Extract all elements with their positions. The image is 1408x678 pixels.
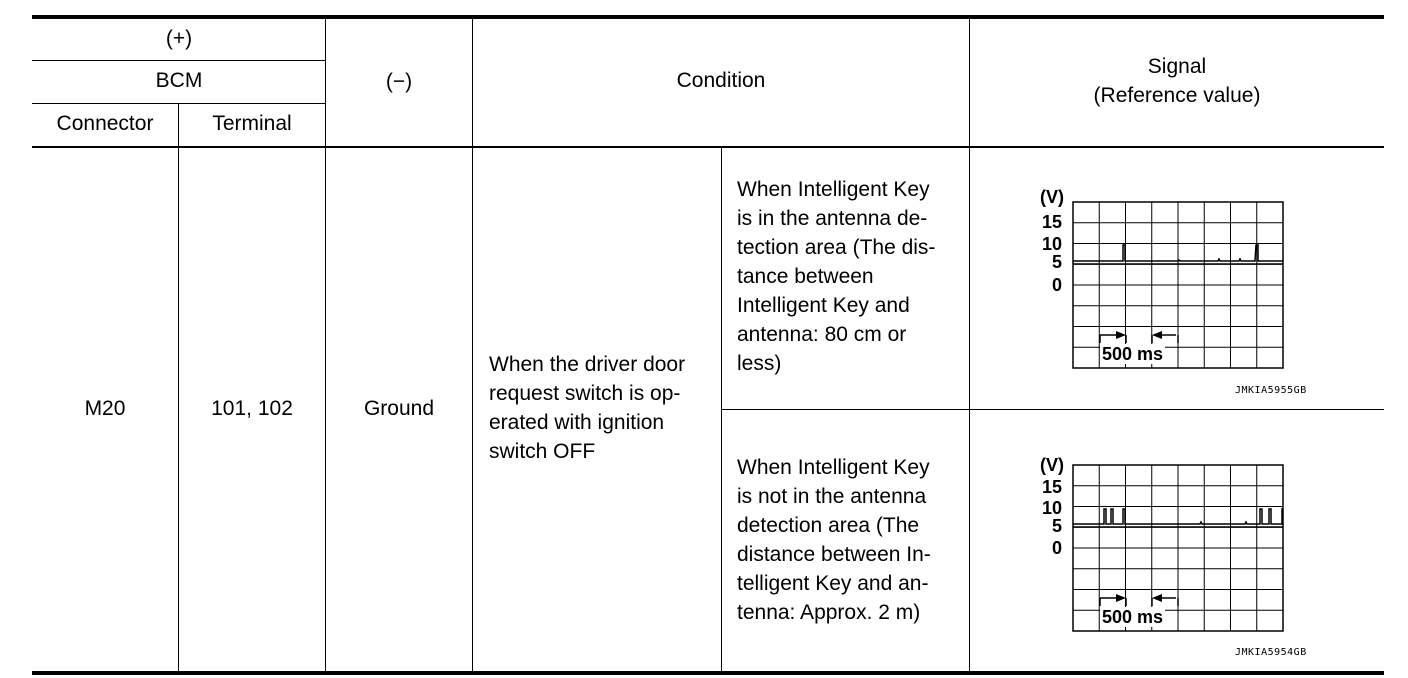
col-divider-connector (178, 104, 179, 672)
scope-tick-label: 10 (1042, 234, 1063, 254)
scope-tick-label: 15 (1042, 477, 1063, 497)
cell-minus: Ground (363, 397, 435, 420)
sub-condition-line: less) (737, 352, 782, 375)
sub-condition-line: tection area (The dis- (737, 236, 936, 259)
table-bottom-rule (32, 671, 1384, 675)
scope-tick-label: 10 (1042, 498, 1063, 518)
sub-condition-line: antenna: 80 cm or (737, 323, 907, 346)
sub-condition-line: Intelligent Key and (737, 294, 910, 317)
sub-row-divider (722, 409, 1384, 410)
sub-condition-line: detection area (The (737, 514, 920, 537)
col-divider-minus (472, 17, 473, 672)
condition-line: erated with ignition (489, 411, 665, 434)
rule-below-plus (32, 60, 326, 61)
header-plus: (+) (165, 27, 193, 50)
header-condition: Condition (676, 69, 766, 92)
header-connector: Connector (56, 112, 154, 135)
header-signal: Signal (1147, 55, 1207, 78)
figure-code: JMKIA5954GB (1235, 647, 1307, 658)
scope-unit-label: (V) (1040, 455, 1064, 475)
sub-condition-line: is not in the antenna (737, 485, 927, 508)
cell-sub-condition-2 (737, 453, 965, 627)
condition-line: request switch is op- (489, 382, 681, 405)
header-reference-value: (Reference value) (1093, 84, 1261, 107)
sub-condition-line: tenna: Approx. 2 m) (737, 601, 921, 624)
cell-terminal: 101, 102 (211, 397, 293, 420)
header-bcm: BCM (155, 69, 203, 92)
scope-tick-label: 0 (1052, 538, 1063, 558)
scope-tick-label: 5 (1052, 252, 1063, 272)
rule-below-bcm (32, 103, 326, 104)
condition-line: When the driver door (489, 353, 686, 376)
col-divider-signal (969, 17, 970, 672)
scope-unit-label: (V) (1040, 187, 1064, 207)
sub-condition-line: When Intelligent Key (737, 456, 930, 479)
table-top-rule (32, 15, 1384, 19)
sub-condition-line: When Intelligent Key (737, 178, 930, 201)
col-divider-terminal (325, 17, 326, 672)
scope-time-label: 500 ms (1102, 344, 1164, 364)
cell-condition-main (489, 350, 717, 466)
scope-tick-label: 0 (1052, 275, 1063, 295)
header-minus: (−) (385, 70, 413, 93)
col-divider-condition (721, 148, 722, 672)
header-bottom-rule (32, 146, 1384, 148)
oscilloscope-figure-2 (1030, 448, 1307, 658)
sub-condition-line: tance between (737, 265, 874, 288)
scope-tick-label: 5 (1052, 516, 1063, 536)
condition-line: switch OFF (489, 440, 596, 463)
cell-sub-condition-1 (737, 175, 965, 378)
scope-time-label: 500 ms (1102, 607, 1164, 627)
sub-condition-line: distance between In- (737, 543, 931, 566)
sub-condition-line: is in the antenna de- (737, 207, 928, 230)
cell-connector: M20 (84, 397, 126, 420)
figure-code: JMKIA5955GB (1235, 385, 1307, 396)
sub-condition-line: telligent Key and an- (737, 572, 929, 595)
oscilloscope-figure-1 (1030, 185, 1307, 396)
scope-tick-label: 15 (1042, 212, 1063, 232)
header-terminal: Terminal (212, 112, 292, 135)
